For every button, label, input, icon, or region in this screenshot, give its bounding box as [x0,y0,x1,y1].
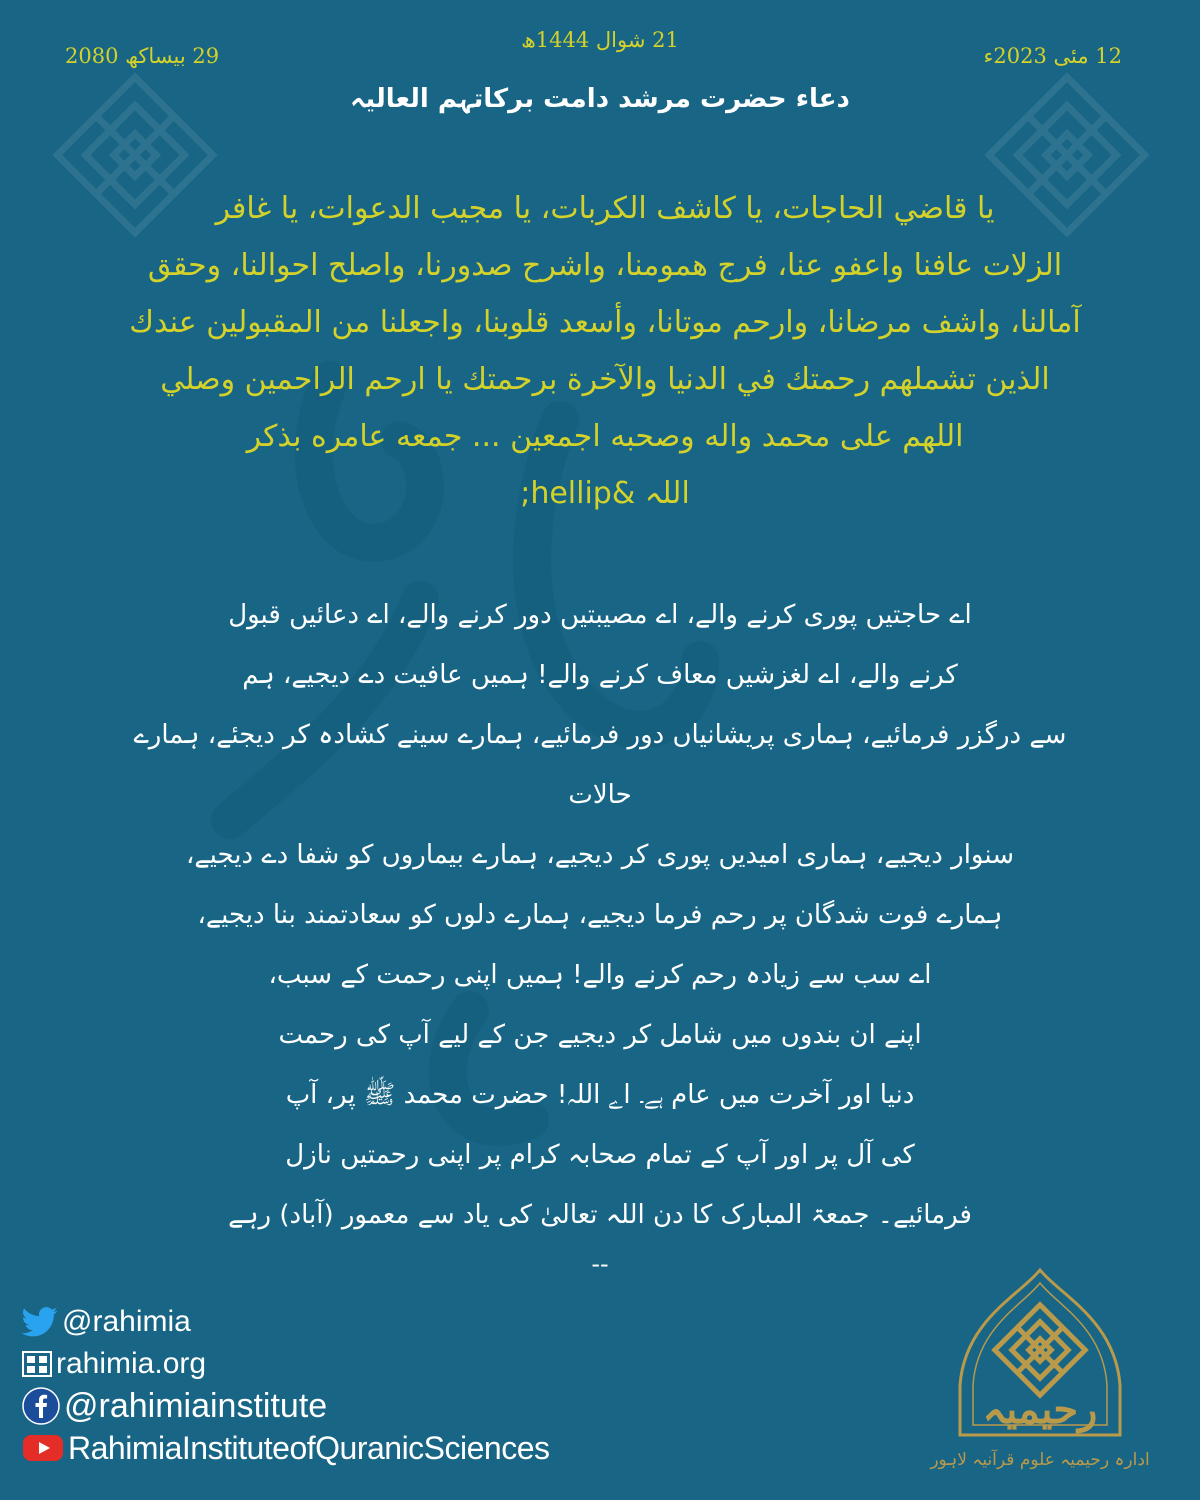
bikrami-date: 29 بیساکھ 2080 [65,44,220,68]
urdu-line: سنوار دیجیے، ہماری امیدیں پوری کر دیجیے، ہمارے بیماروں کو شفا دے دیجیے، [186,840,1014,870]
urdu-line: اے سب سے زیادہ رحم کرنے والے! ہمیں اپنی رحمت کے سبب، [268,960,932,990]
youtube-channel: RahimiaInstituteofQuranicSciences [68,1429,550,1466]
social-links [22,1302,550,1470]
website-icon [22,1351,52,1377]
page-title: دعاء حضرت مرشد دامت برکاتہم العالیہ [350,84,850,114]
youtube-link[interactable] [22,1428,550,1468]
urdu-line: ہمارے فوت شدگان پر رحم فرما دیجیے، ہمارے دلوں کو سعادتمند بنا دیجیے، [197,900,1003,930]
youtube-icon [22,1433,64,1463]
facebook-handle: @rahimiainstitute [64,1386,328,1425]
arabic-line: الزلات عافنا واعفو عنا، فرج همومنا، واشرح صدورنا، واصلح احوالنا، وحقق [147,248,1063,283]
knot-emblem [995,1305,1086,1396]
urdu-line: اے حاجتیں پوری کرنے والے، اے مصیبتیں دور کرنے والے، اے دعائیں قبول [228,600,972,630]
website-url: rahimia.org [56,1347,207,1380]
urdu-line: سے درگزر فرمائیے، ہماری پریشانیاں دور فرمائیے، ہمارے سینے کشادہ کر دیجئے، ہمارے حالات [133,720,1067,810]
facebook-link[interactable] [22,1386,550,1426]
arabic-line: آمالنا، واشف مرضانا، وارحم موتانا، وأسعد قلوبنا، واجعلنا من المقبولين عندك [129,305,1081,340]
website-link[interactable] [22,1344,550,1384]
twitter-link[interactable] [22,1302,550,1342]
arabic-dua [110,180,1100,522]
arabic-line: يا قاضي الحاجات، يا كاشف الكربات، يا مجيب الدعوات، يا غافر [215,191,995,226]
rahimia-logo [915,1265,1165,1480]
hijri-date: 21 شوال 1444ھ [521,28,679,52]
arabic-line: اللهم على محمد واله وصحبه اجمعين ... جمعه عامره بذکر [246,419,964,454]
arabic-line: الذين تشملهم رحمتك في الدنيا والآخرة برحمتك يا ارحم الراحمين وصلي [160,362,1050,397]
logo-subtitle: ادارہ رحیمیہ علوم قرآنیہ لاہور [930,1450,1150,1470]
arabic-line: اللہ &hellip; [520,476,690,511]
twitter-icon [22,1307,58,1337]
urdu-line: فرمائیے۔ جمعۃ المبارک کا دن اللہ تعالیٰ کی یاد سے معمور (آباد) رہے [228,1200,972,1230]
gregorian-date: 12 مئی 2023ء [983,44,1122,68]
twitter-handle: @rahimia [62,1305,191,1338]
urdu-line: دنیا اور آخرت میں عام ہے۔ اے اللہ! حضرت محمد ﷺ پر، آپ [285,1080,915,1110]
urdu-line: اپنے ان بندوں میں شامل کر دیجیے جن کے لیے آپ کی رحمت [278,1020,922,1050]
facebook-icon [22,1387,60,1425]
urdu-line: کی آل پر اور آپ کے تمام صحابہ کرام پر اپنی رحمتیں نازل [285,1140,915,1170]
end-dashes: -- [591,1250,609,1278]
urdu-translation [130,585,1070,1245]
urdu-line: کرنے والے، اے لغزشیں معاف کرنے والے! ہمیں عافیت دے دیجیے، ہم [242,660,958,690]
logo-title: رحیمیہ [982,1386,1098,1433]
